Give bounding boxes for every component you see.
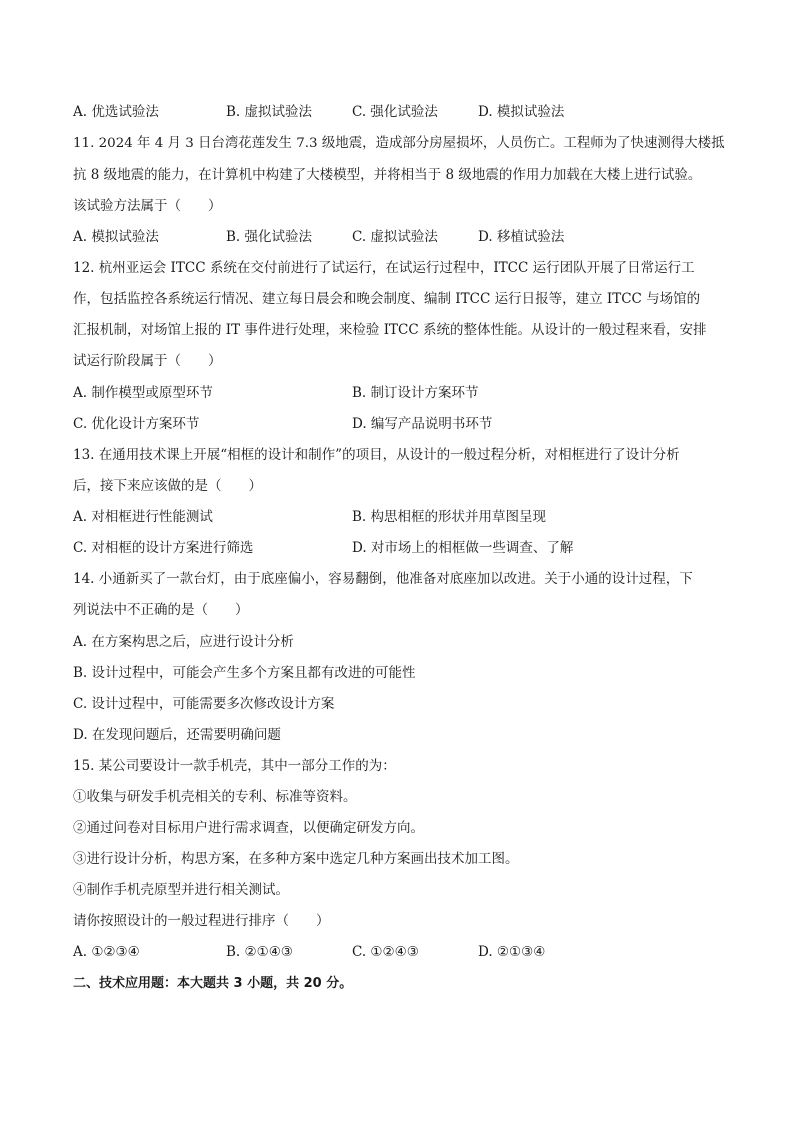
q12-text-line-1: 12. 杭州亚运会 ITCC 系统在交付前进行了试运行，在试运行过程中，ITCC 运行团队开展了日常运行工 (73, 260, 695, 276)
q13-option-b[interactable]: B. 构思相框的形状并用草图呈现 (352, 509, 547, 525)
q13-option-c[interactable]: C. 对相框的设计方案进行筛选 (73, 540, 254, 556)
q14-option-b[interactable]: B. 设计过程中，可能会产生多个方案且都有改进的可能性 (73, 665, 416, 681)
q15-step-2: ②通过问卷对目标用户进行需求调查，以便确定研发方向。 (73, 820, 424, 836)
q14-text-line-2: 列说法中不正确的是（ ） (73, 602, 249, 618)
q14-option-c[interactable]: C. 设计过程中，可能需要多次修改设计方案 (73, 696, 335, 712)
q10-option-d[interactable]: D. 模拟试验法 (478, 104, 565, 120)
q11-option-d[interactable]: D. 移植试验法 (478, 229, 565, 245)
q10-option-b[interactable]: B. 虚拟试验法 (226, 104, 313, 120)
q15-step-3: ③进行设计分析，构思方案，在多种方案中选定几种方案画出技术加工图。 (73, 851, 519, 867)
q13-text-line-2: 后，接下来应该做的是（ ） (73, 478, 262, 494)
q13-option-a[interactable]: A. 对相框进行性能测试 (73, 509, 213, 525)
q12-option-d[interactable]: D. 编写产品说明书环节 (352, 416, 493, 432)
q15-option-a[interactable]: A. ①②③④ (73, 944, 140, 960)
q11-option-c[interactable]: C. 虚拟试验法 (352, 229, 438, 245)
q15-text-line-1: 15. 某公司要设计一款手机壳，其中一部分工作的为： (73, 758, 396, 774)
q15-step-4: ④制作手机壳原型并进行相关测试。 (73, 882, 289, 898)
q15-option-b[interactable]: B. ②①④③ (226, 944, 293, 960)
q12-option-c[interactable]: C. 优化设计方案环节 (73, 416, 200, 432)
q14-text-line-1: 14. 小通新买了一款台灯，由于底座偏小，容易翻倒，他准备对底座加以改进。关于小通的设计过程，下 (73, 571, 693, 587)
q12-text-line-2: 作，包括监控各系统运行情况、建立每日晨会和晚会制度、编制 ITCC 运行日报等，建立 ITCC 与场馆的 (73, 291, 701, 307)
q13-text-line-1: 13. 在通用技术课上开展“相框的设计和制作”的项目，从设计的一般过程分析，对相框进行了设计分析 (73, 447, 680, 463)
q11-text-line-1: 11. 2024 年 4 月 3 日台湾花莲发生 7.3 级地震，造成部分房屋损坏，人员伤亡。工程师为了快速测得大楼抵 (73, 136, 725, 151)
q14-option-a[interactable]: A. 在方案构思之后，应进行设计分析 (73, 634, 294, 650)
q15-option-c[interactable]: C. ①②④③ (352, 944, 419, 960)
q11-text-line-2: 抗 8 级地震的能力，在计算机中构建了大楼模型，并将相当于 8 级地震的作用力加载在大楼上进行试验。 (73, 167, 702, 183)
section-2-heading: 二、技术应用题：本大题共 3 小题，共 20 分。 (73, 976, 353, 991)
q12-text-line-4: 试运行阶段属于（ ） (73, 353, 222, 369)
q10-option-c[interactable]: C. 强化试验法 (352, 104, 438, 120)
q11-option-a[interactable]: A. 模拟试验法 (73, 229, 159, 245)
q15-option-d[interactable]: D. ②①③④ (478, 944, 546, 960)
q13-option-d[interactable]: D. 对市场上的相框做一些调查、了解 (352, 540, 574, 556)
q15-step-1: ①收集与研发手机壳相关的专利、标准等资料。 (73, 789, 357, 805)
q12-text-line-3: 汇报机制，对场馆上报的 IT 事件进行处理，来检验 ITCC 系统的整体性能。从设计的一般过程来看，安排 (73, 322, 707, 338)
q11-option-b[interactable]: B. 强化试验法 (226, 229, 313, 245)
q14-option-d[interactable]: D. 在发现问题后，还需要明确问题 (73, 727, 281, 743)
q15-prompt: 请你按照设计的一般过程进行排序（ ） (73, 913, 330, 929)
q10-option-a[interactable]: A. 优选试验法 (73, 104, 159, 120)
q12-option-a[interactable]: A. 制作模型或原型环节 (73, 385, 213, 401)
q11-text-line-3: 该试验方法属于（ ） (73, 198, 222, 214)
q12-option-b[interactable]: B. 制订设计方案环节 (352, 385, 479, 401)
